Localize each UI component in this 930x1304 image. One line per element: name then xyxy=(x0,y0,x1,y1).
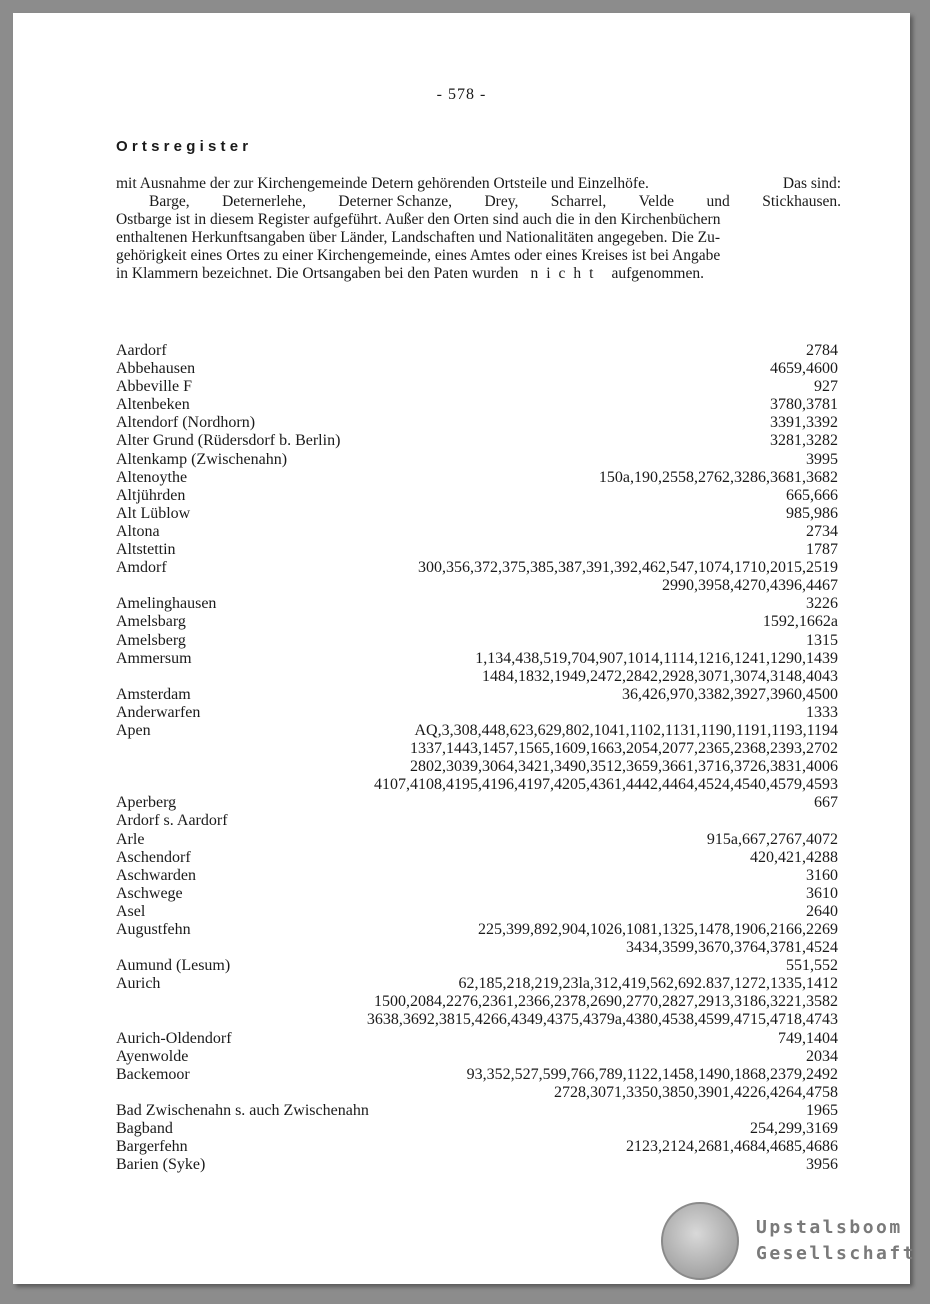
place-name: Aardorf xyxy=(116,342,167,359)
record-numbers: 551,552 xyxy=(786,957,838,975)
index-entry xyxy=(116,704,838,722)
record-numbers: 3610 xyxy=(806,884,838,902)
index-entry xyxy=(116,650,838,668)
index-entry xyxy=(116,686,838,704)
index-entry xyxy=(116,1102,838,1120)
intro-text: enthaltenen Herkunftsangaben über Länder, Landschaften und Nationalitäten angegeben. Die Zu- xyxy=(116,229,721,246)
index-entry-continuation xyxy=(116,577,838,595)
record-numbers: 3995 xyxy=(806,450,838,468)
index-entry-continuation xyxy=(116,668,838,686)
place-name: Bargerfehn xyxy=(116,1138,188,1156)
record-numbers: 2990,3958,4270,4396,4467 xyxy=(662,577,838,595)
place-name: Amdorf xyxy=(116,559,167,577)
record-numbers: 915a,667,2767,4072 xyxy=(706,830,838,848)
place-name: Amelsberg xyxy=(116,631,186,649)
document-page xyxy=(13,13,917,1284)
index-entry-continuation xyxy=(116,1084,838,1102)
place-name: Amelinghausen xyxy=(116,595,217,613)
record-numbers: 1484,1832,1949,2472,2842,2928,3071,3074,3148,4043 xyxy=(482,667,838,685)
record-numbers: 3226 xyxy=(806,595,838,613)
record-numbers: 2728,3071,3350,3850,3901,4226,4264,4758 xyxy=(554,1083,838,1101)
place-name: Ardorf s. Aardorf xyxy=(116,812,228,830)
place-name: Abbeville F xyxy=(116,378,192,396)
index-entry xyxy=(116,921,838,939)
place-name: Altendorf (Nordhorn) xyxy=(116,414,256,432)
index-entry xyxy=(116,1156,838,1174)
record-numbers: 1,134,438,519,704,907,1014,1114,1216,1241,1290,1439 xyxy=(475,649,838,667)
place-name: Aperberg xyxy=(116,794,177,812)
index-entry xyxy=(116,831,838,849)
place-name: Backemoor xyxy=(116,1065,190,1083)
index-entry xyxy=(116,722,838,740)
index-entry xyxy=(116,1030,838,1048)
record-numbers: 3638,3692,3815,4266,4349,4375,4379a,4380,4538,4599,4715,4718,4743 xyxy=(366,1011,838,1029)
intro-text: Das sind: xyxy=(782,175,841,192)
index-entry xyxy=(116,1138,838,1156)
index-entry-continuation xyxy=(116,758,838,776)
intro-places-line xyxy=(116,193,841,211)
seal-icon xyxy=(661,1202,739,1280)
place-name: Scharrel, xyxy=(550,193,607,210)
record-numbers: 3160 xyxy=(806,866,838,884)
record-numbers: 3434,3599,3670,3764,3781,4524 xyxy=(626,939,838,957)
index-entry xyxy=(116,487,838,505)
page-number: - 578 - xyxy=(436,86,487,103)
record-numbers: 420,421,4288 xyxy=(750,848,838,866)
record-numbers: 4107,4108,4195,4196,4197,4205,4361,4442,4464,4524,4540,4579,4593 xyxy=(374,776,838,794)
index-entry xyxy=(116,396,838,414)
record-numbers: 2034 xyxy=(806,1047,838,1065)
record-numbers: 985,986 xyxy=(786,504,838,522)
record-numbers: 2784 xyxy=(806,342,838,359)
place-name: Anderwarfen xyxy=(116,703,201,721)
place-name: Asel xyxy=(116,902,146,920)
place-name: Altenbeken xyxy=(116,396,190,414)
place-name: Apen xyxy=(116,721,151,739)
intro-text: aufgenommen. xyxy=(611,265,704,282)
index-entry-continuation xyxy=(116,939,838,957)
place-name: Alter Grund (Rüdersdorf b. Berlin) xyxy=(116,432,341,450)
place-name: Bagband xyxy=(116,1120,173,1138)
index-entry xyxy=(116,632,838,650)
record-numbers: 1965 xyxy=(806,1101,838,1119)
index-entry xyxy=(116,812,838,830)
record-numbers: 1333 xyxy=(806,703,838,721)
index-entry xyxy=(116,469,838,487)
place-name: Altenoythe xyxy=(116,468,188,486)
index-entry xyxy=(116,559,838,577)
record-numbers: 3780,3781 xyxy=(770,396,838,414)
publisher-logo xyxy=(661,1202,916,1280)
record-numbers: 2734 xyxy=(806,522,838,540)
place-name: Amsterdam xyxy=(116,685,191,703)
intro-text: Ostbarge ist in diesem Register aufgeführt. Außer den Orten sind auch die in den Kirchenbüchern xyxy=(116,211,721,228)
index-entry xyxy=(116,432,838,450)
index-entry xyxy=(116,975,838,993)
record-numbers: 1787 xyxy=(806,541,838,559)
index-entry xyxy=(116,541,838,559)
index-entry xyxy=(116,794,838,812)
index-entry xyxy=(116,885,838,903)
index-entry xyxy=(116,1066,838,1084)
index-entry xyxy=(116,867,838,885)
place-name: Arle xyxy=(116,830,145,848)
place-name: Aurich xyxy=(116,975,161,993)
intro-line xyxy=(116,265,841,283)
place-name: Barien (Syke) xyxy=(116,1156,206,1174)
record-numbers: 1337,1443,1457,1565,1609,1663,2054,2077,2365,2368,2393,2702 xyxy=(410,740,838,758)
place-name: Barge, xyxy=(149,193,190,210)
record-numbers: 36,426,970,3382,3927,3960,4500 xyxy=(622,685,838,703)
record-numbers: 927 xyxy=(814,378,838,396)
index-entry xyxy=(116,342,838,360)
index-entry xyxy=(116,378,838,396)
place-name: Aumund (Lesum) xyxy=(116,957,231,975)
record-numbers: 4659,4600 xyxy=(770,360,838,378)
record-numbers: 2123,2124,2681,4684,4685,4686 xyxy=(626,1138,838,1156)
index-entry-continuation xyxy=(116,740,838,758)
record-numbers: 1315 xyxy=(806,631,838,649)
place-name: Stickhausen. xyxy=(762,193,841,210)
place-name: Aschwege xyxy=(116,884,183,902)
index-entry xyxy=(116,1048,838,1066)
record-numbers: 225,399,892,904,1026,1081,1325,1478,1906,2166,2269 xyxy=(478,921,838,938)
record-numbers: 3281,3282 xyxy=(770,432,838,450)
place-name: Alt Lüblow xyxy=(116,504,191,522)
place-name: Ayenwolde xyxy=(116,1047,189,1065)
place-name: Aurich-Oldendorf xyxy=(116,1029,232,1047)
index-entry xyxy=(116,957,838,975)
place-name: Altjührden xyxy=(116,486,186,504)
record-numbers: 300,356,372,375,385,387,391,392,462,547,1074,1710,2015,2519 xyxy=(418,559,838,577)
index-entry xyxy=(116,613,838,631)
place-name: Altona xyxy=(116,522,160,540)
intro-text: mit Ausnahme der zur Kirchengemeinde Detern gehörenden Ortsteile und Einzelhöfe. xyxy=(116,175,649,192)
record-numbers: 93,352,527,599,766,789,1122,1458,1490,1868,2379,2492 xyxy=(466,1065,838,1083)
record-numbers: 254,299,3169 xyxy=(750,1120,838,1138)
record-numbers: 62,185,218,219,23la,312,419,562,692.837,1272,1335,1412 xyxy=(458,975,838,993)
place-name: Aschendorf xyxy=(116,848,191,866)
place-name: Bad Zwischenahn s. auch Zwischenahn xyxy=(116,1101,369,1119)
place-index xyxy=(116,342,838,1174)
record-numbers: 749,1404 xyxy=(778,1029,838,1047)
place-name: Altstettin xyxy=(116,541,176,559)
index-entry xyxy=(116,849,838,867)
place-name: Deternerlehe, xyxy=(222,193,306,210)
publisher-name xyxy=(756,1215,916,1267)
place-name: Deterner Schanze, xyxy=(338,193,453,210)
page-title: Ortsregister xyxy=(116,138,253,155)
intro-text: gehörigkeit eines Ortes zu einer Kirchengemeinde, eines Amtes oder eines Kreises ist bei Angabe xyxy=(116,247,721,264)
intro-text: in Klammern bezeichnet. Die Ortsangaben bei den Paten wurden xyxy=(116,265,519,282)
index-entry xyxy=(116,1120,838,1138)
intro-line xyxy=(116,247,841,265)
publisher-name-line: Upstalsboom xyxy=(756,1217,903,1238)
intro-paragraph xyxy=(116,175,841,283)
record-numbers: 2802,3039,3064,3421,3490,3512,3659,3661,3716,3726,3831,4006 xyxy=(410,758,838,776)
index-entry xyxy=(116,451,838,469)
intro-line xyxy=(116,229,841,247)
place-name: Ammersum xyxy=(116,649,192,667)
place-name: Drey, xyxy=(484,193,519,210)
record-numbers: 3956 xyxy=(806,1156,838,1174)
index-entry xyxy=(116,360,838,378)
record-numbers: 667 xyxy=(814,794,838,812)
index-entry xyxy=(116,903,838,921)
emphasis-text: nicht xyxy=(530,265,602,282)
record-numbers: 1592,1662a xyxy=(762,613,838,631)
record-numbers: 2640 xyxy=(806,902,838,920)
intro-line xyxy=(116,211,841,229)
record-numbers: 1500,2084,2276,2361,2366,2378,2690,2770,2827,2913,3186,3221,3582 xyxy=(374,993,838,1011)
index-entry xyxy=(116,595,838,613)
index-entry xyxy=(116,523,838,541)
index-entry-continuation xyxy=(116,1011,838,1029)
place-name: Amelsbarg xyxy=(116,613,186,631)
place-name: und xyxy=(706,193,730,210)
index-entry-continuation xyxy=(116,993,838,1011)
publisher-name-line: Gesellschaft xyxy=(756,1243,917,1264)
index-entry xyxy=(116,414,838,432)
record-numbers: 665,666 xyxy=(786,486,838,504)
record-numbers: AQ,3,308,448,623,629,802,1041,1102,1131,1190,1191,1193,1194 xyxy=(414,721,838,739)
record-numbers: 150a,190,2558,2762,3286,3681,3682 xyxy=(598,468,838,486)
place-name: Abbehausen xyxy=(116,360,196,378)
intro-line xyxy=(116,175,841,193)
place-name: Velde xyxy=(638,193,675,210)
place-name: Altenkamp (Zwischenahn) xyxy=(116,450,288,468)
record-numbers: 3391,3392 xyxy=(770,414,838,432)
place-name: Augustfehn xyxy=(116,921,191,938)
index-entry-continuation xyxy=(116,776,838,794)
index-entry xyxy=(116,505,838,523)
place-name: Aschwarden xyxy=(116,866,196,884)
